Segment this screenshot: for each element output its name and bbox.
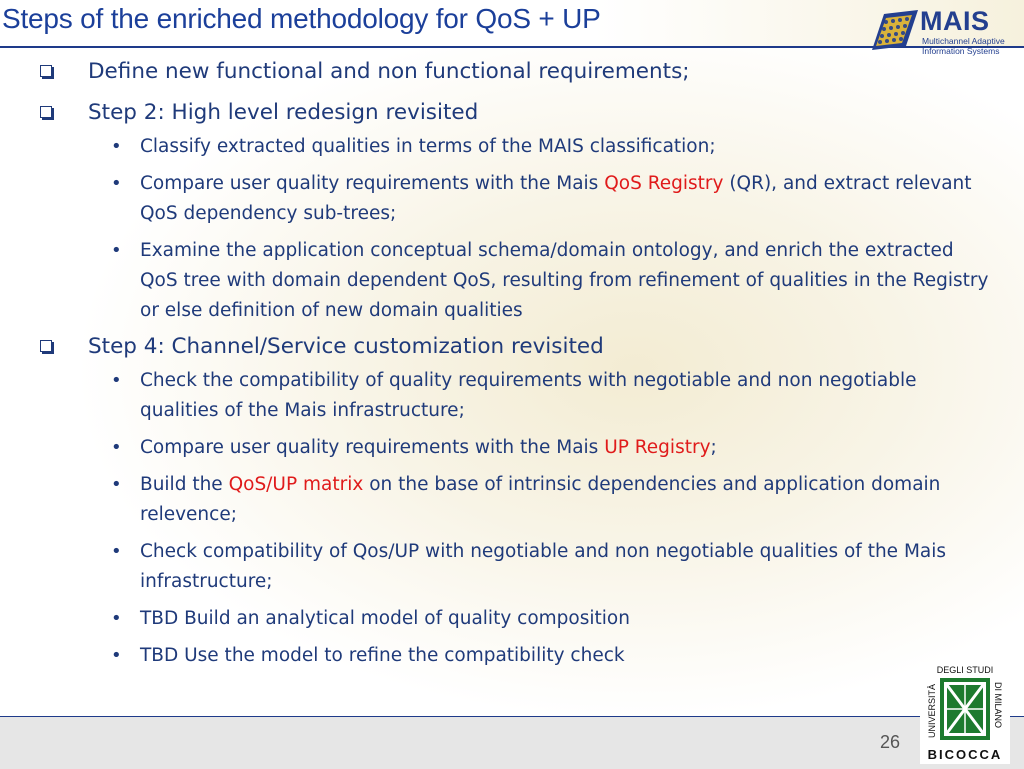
sub-list-item-text: (QR), and extract relevant QoS dependency sub-trees; <box>140 173 972 224</box>
sub-list-item <box>0 236 1024 326</box>
sub-list-item <box>0 366 1024 426</box>
bullet-icon: • <box>111 370 122 391</box>
svg-text:BICOCCA: BICOCCA <box>927 747 1003 762</box>
logo-subtitle-line1: Multichannel Adaptive <box>922 36 1005 46</box>
list-item <box>0 99 1024 126</box>
mais-logo <box>870 6 1020 58</box>
bullet-icon: • <box>111 608 122 629</box>
list-item-text: Step 4: Channel/Service customization revisited <box>88 334 604 359</box>
bullet-icon: • <box>111 474 122 495</box>
checkbox-bullet-icon <box>40 65 52 77</box>
svg-text:DEGLI STUDI: DEGLI STUDI <box>936 665 994 675</box>
sub-list-item-text: Compare user quality requirements with the Mais <box>140 173 605 194</box>
sub-list-item <box>0 132 1024 162</box>
sub-list-item-text: Compare user quality requirements with the Mais <box>140 437 605 458</box>
sub-list-item-text: TBD Build an analytical model of quality composition <box>140 608 630 629</box>
list-item <box>0 58 1024 85</box>
svg-text:DI MILANO: DI MILANO <box>993 682 1003 729</box>
bullet-icon: • <box>111 240 122 261</box>
sub-list-item-text: Check the compatibility of quality requirements with negotiable and non negotiable qualities of the Mais infrastructure; <box>140 370 917 421</box>
slide-footer <box>0 716 1024 769</box>
sub-list-item <box>0 169 1024 229</box>
checkbox-bullet-icon <box>40 106 52 118</box>
svg-text:UNIVERSITÀ: UNIVERSITÀ <box>927 683 937 738</box>
sub-list-item-text: Examine the application conceptual schema/domain ontology, and enrich the extracted QoS tree with domain dependent QoS, resulting from refinement of qualities in the Registry or else definition of new domain qualities <box>140 240 989 321</box>
qos-registry-highlight: QoS Registry <box>604 173 724 194</box>
list-item <box>0 333 1024 360</box>
logo-subtitle-line2: Information Systems <box>922 46 1000 56</box>
qos-up-matrix-highlight: QoS/UP matrix <box>228 474 364 495</box>
sub-list-item-text: Classify extracted qualities in terms of the MAIS classification; <box>140 136 716 157</box>
sub-list-item <box>0 604 1024 634</box>
bullet-icon: • <box>111 136 122 157</box>
page-number: 26 <box>879 732 900 752</box>
sub-list-item-text: TBD Use the model to refine the compatibility check <box>140 645 625 666</box>
university-seal <box>920 662 1010 764</box>
sub-list-item-text: ; <box>710 437 717 458</box>
slide-content <box>0 58 1024 678</box>
sub-list-item-text: on the base of intrinsic dependencies and application domain relevence; <box>140 474 941 525</box>
bullet-icon: • <box>111 541 122 562</box>
mais-logo-mark-icon <box>870 8 920 52</box>
sub-list-item-text: Check compatibility of Qos/UP with negotiable and non negotiable qualities of the Mais infrastructure; <box>140 541 947 592</box>
up-registry-highlight: UP Registry <box>604 437 711 458</box>
bullet-icon: • <box>111 645 122 666</box>
sub-list-item <box>0 470 1024 530</box>
logo-wordmark: MAIS <box>920 6 990 36</box>
sub-list-item-text: Build the <box>140 474 229 495</box>
list-item-text: Define new functional and non functional requirements; <box>88 59 690 84</box>
sub-list-item <box>0 433 1024 463</box>
bicocca-seal-icon <box>920 662 1010 764</box>
list-item-text: Step 2: High level redesign revisited <box>88 100 479 125</box>
sub-list-item <box>0 537 1024 597</box>
sub-list-item <box>0 641 1024 671</box>
checkbox-bullet-icon <box>40 340 52 352</box>
bullet-icon: • <box>111 437 122 458</box>
bullet-icon: • <box>111 173 122 194</box>
slide-title: Steps of the enriched methodology for QoS + UP <box>2 3 601 34</box>
